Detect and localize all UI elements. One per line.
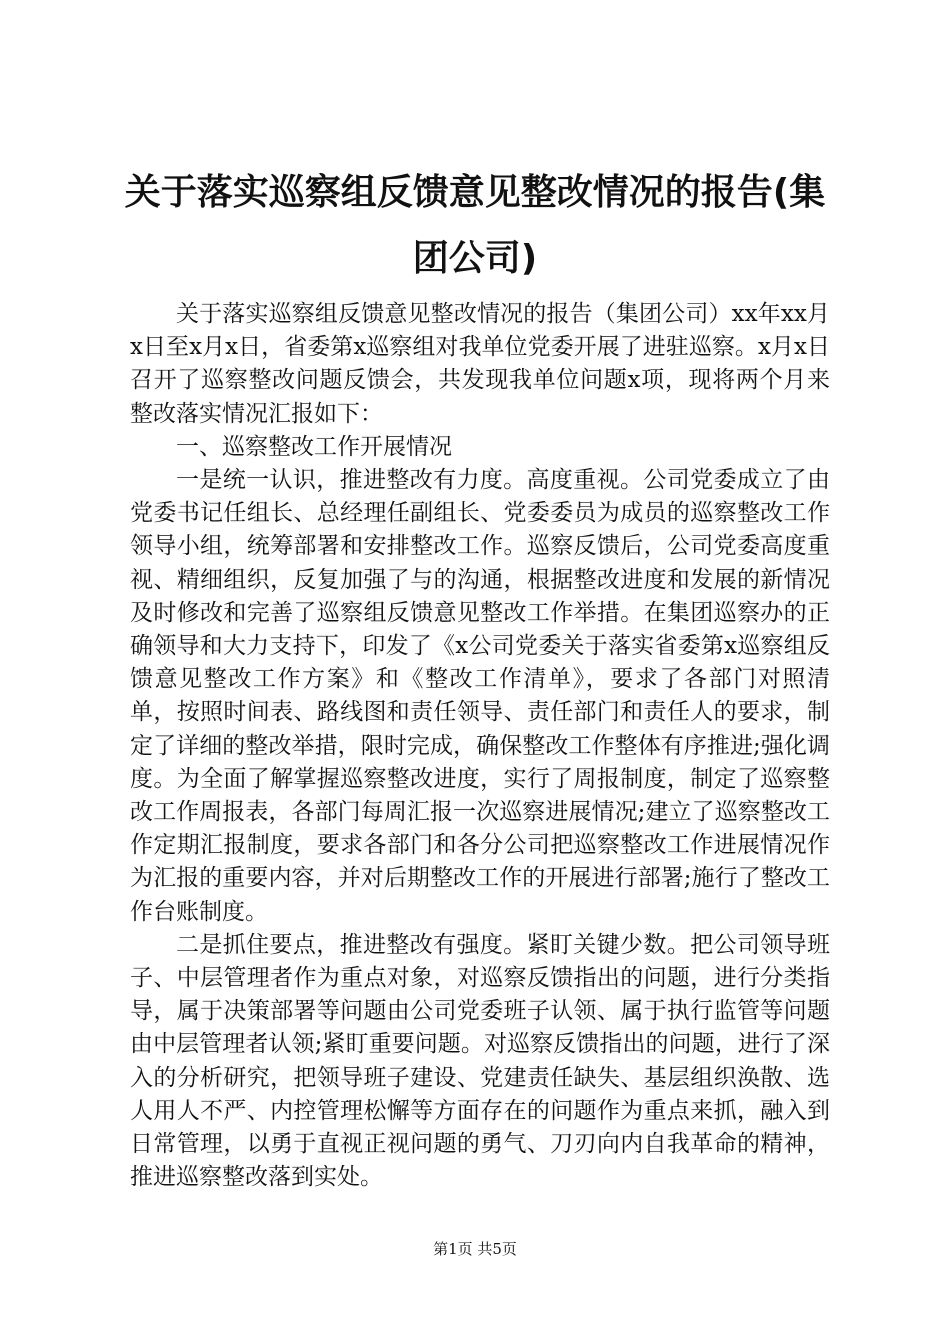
body-paragraph: 二是抓住要点，推进整改有强度。紧盯关键少数。把公司领导班子、中层管理者作为重点对象，对巡察反馈指出的问题，进行分类指导，属于决策部署等问题由公司党委班子认领、属于执行监管等问题由中层管理者认领;紧盯重要问题。对巡察反馈指出的问题，进行了深入的分析研究，把领导班子建设、党建责任缺失、基层组织涣散、选人用人不严、内控管理松懈等方面存在的问题作为重点来抓，融入到日常管理，以勇于直视正视问题的勇气、刀刃向内自我革命的精神，推进巡察整改落到实处。 — [130, 931, 830, 1191]
body-paragraph: 一是统一认识，推进整改有力度。高度重视。公司党委成立了由党委书记任组长、总经理任副组长、党委委员为成员的巡察整改工作领导小组，统筹部署和安排整改工作。巡察反馈后，公司党委高度重视、精细组织，反复加强了与的沟通，根据整改进度和发展的新情况及时修改和完善了巡察组反馈意见整改工作举措。在集团巡察办的正确领导和大力支持下，印发了《x公司党委关于落实省委第x巡察组反馈意见整改工作方案》和《整改工作清单》，要求了各部门对照清单，按照时间表、路线图和责任领导、责任部门和责任人的要求，制定了详细的整改举措，限时完成，确保整改工作整体有序推进;强化调度。为全面了解掌握巡察整改进度，实行了周报制度，制定了巡察整改工作周报表，各部门每周汇报一次巡察进展情况;建立了巡察整改工作定期汇报制度，要求各部门和各分公司把巡察整改工作进展情况作为汇报的重要内容，并对后期整改工作的开展进行部署;施行了整改工作台账制度。 — [130, 467, 830, 925]
page-number: 第1页 共5页 — [433, 1240, 517, 1258]
intro-paragraph: 关于落实巡察组反馈意见整改情况的报告（集团公司）xx年xx月x日至x月x日，省委第x巡察组对我单位党委开展了进驻巡察。x月x日召开了巡察整改问题反馈会，共发现我单位问题x项，现将两个月来整改落实情况汇报如下： — [130, 301, 830, 427]
document-title: 关于落实巡察组反馈意见整改情况的报告(集团公司) — [124, 172, 826, 279]
document-body — [130, 298, 830, 1194]
section-heading: 一、巡察整改工作开展情况 — [176, 433, 452, 460]
